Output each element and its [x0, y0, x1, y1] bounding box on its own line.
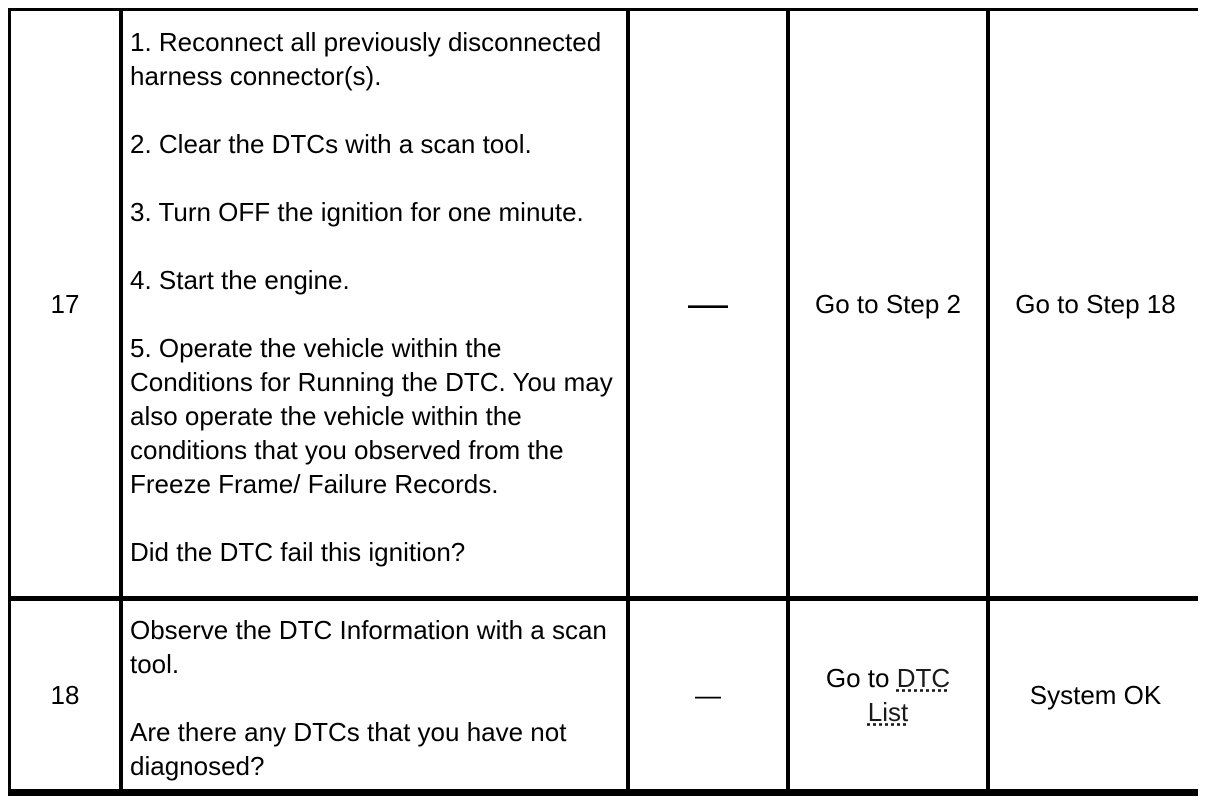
no-cell: Go to Step 18	[990, 11, 1201, 596]
action-step-text: 3. Turn OFF the ignition for one minute.	[130, 197, 584, 227]
action-step-text: Observe the DTC Information with a scan tool.	[130, 615, 607, 679]
action-step-text: 4. Start the engine.	[130, 265, 350, 295]
action-step-text: 5. Operate the vehicle within the Conditions for Running the DTC. You may also operate the vehicle within the conditions that you observed from the Freeze Frame/ Failure Records.	[130, 333, 613, 499]
yes-prefix-text: Go to	[825, 663, 897, 693]
step-number-cell: 18	[11, 601, 119, 789]
values-cell: —	[630, 601, 786, 789]
action-question-text: Are there any DTCs that you have not diagnosed?	[130, 717, 567, 781]
yes-cell: Go to Step 2	[790, 11, 986, 596]
action-step-text: 1. Reconnect all previously disconnected harness connector(s).	[130, 27, 602, 91]
yes-cell-content	[813, 661, 963, 729]
yes-cell	[790, 601, 986, 789]
action-question-text: Did the DTC fail this ignition?	[130, 537, 466, 567]
values-cell: —	[630, 11, 786, 596]
action-cell	[123, 601, 626, 789]
no-cell: System OK	[990, 601, 1201, 789]
dtc-list-link[interactable]: DTC List	[867, 663, 951, 727]
action-cell	[123, 11, 626, 596]
step-number-cell: 17	[11, 11, 119, 596]
diagnostic-table	[8, 8, 1198, 796]
action-step-text: 2. Clear the DTCs with a scan tool.	[130, 129, 532, 159]
